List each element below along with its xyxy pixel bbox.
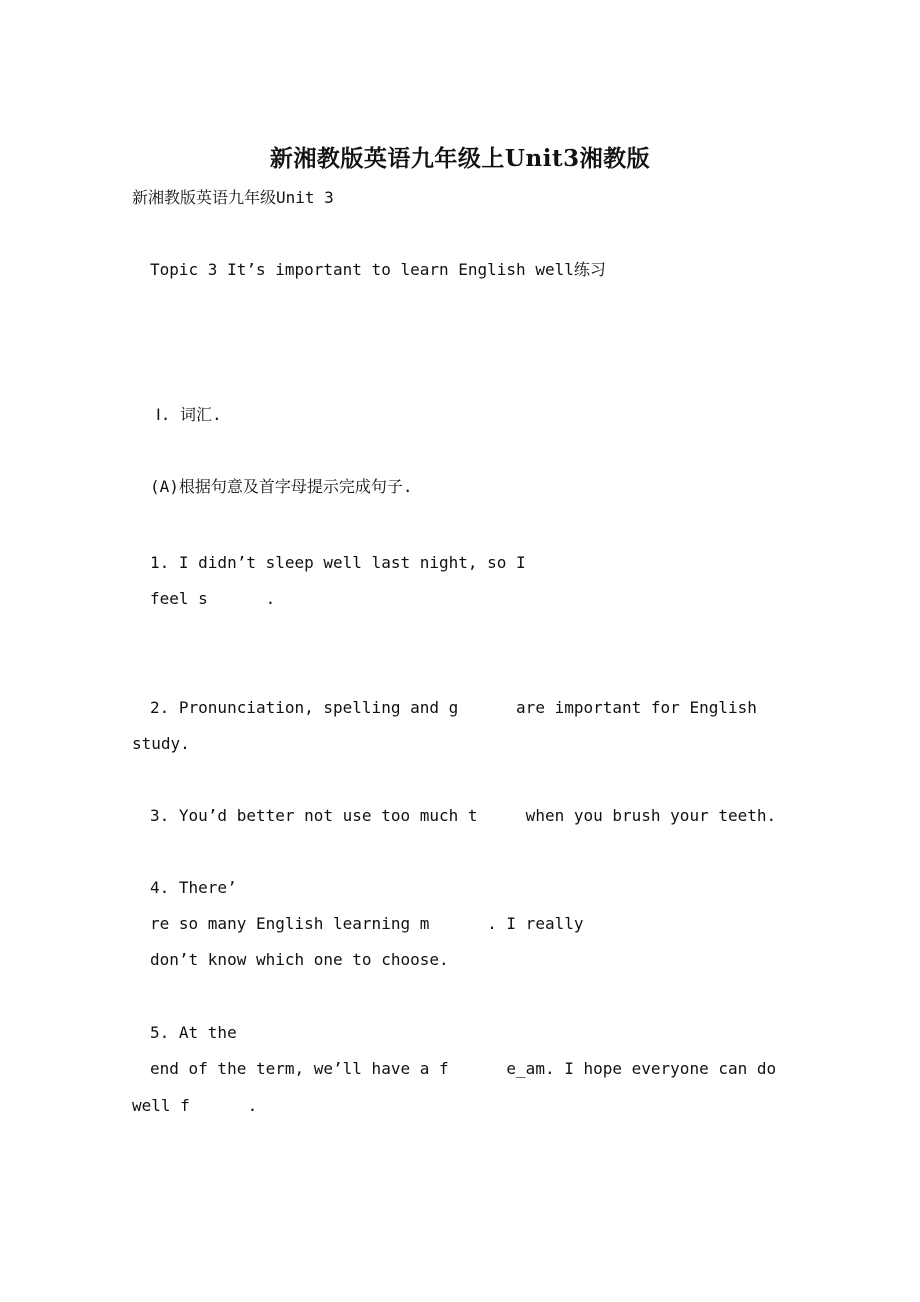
question-3-line-1: 3. You’d better not use too much t when you brush your teeth. xyxy=(150,806,777,825)
question-5-line-1: 5. At the xyxy=(150,1023,237,1042)
question-4-line-1: 4. There’ xyxy=(150,878,237,897)
question-4-line-2: re so many English learning m . I really xyxy=(150,914,584,933)
document-title: 新湘教版英语九年级上Unit3湘教版 xyxy=(269,145,651,172)
section-heading: Ⅰ. 词汇. xyxy=(156,405,222,424)
question-2-line-2: study. xyxy=(132,734,190,753)
document-subtitle: 新湘教版英语九年级Unit 3 xyxy=(132,188,334,207)
question-1-line-2: feel s . xyxy=(150,589,276,608)
question-5-line-3: well f . xyxy=(132,1096,258,1115)
question-5-line-2: end of the term, we’ll have a f e_am. I hope everyone can do xyxy=(150,1059,777,1078)
part-a-instruction: (A)根据句意及首字母提示完成句子. xyxy=(150,477,413,496)
question-1-line-1: 1. I didn’t sleep well last night, so I xyxy=(150,553,526,572)
topic-line: Topic 3 It’s important to learn English well练习 xyxy=(150,260,606,279)
question-4-line-3: don’t know which one to choose. xyxy=(150,950,449,969)
question-2-line-1: 2. Pronunciation, spelling and g are important for English xyxy=(150,698,757,717)
